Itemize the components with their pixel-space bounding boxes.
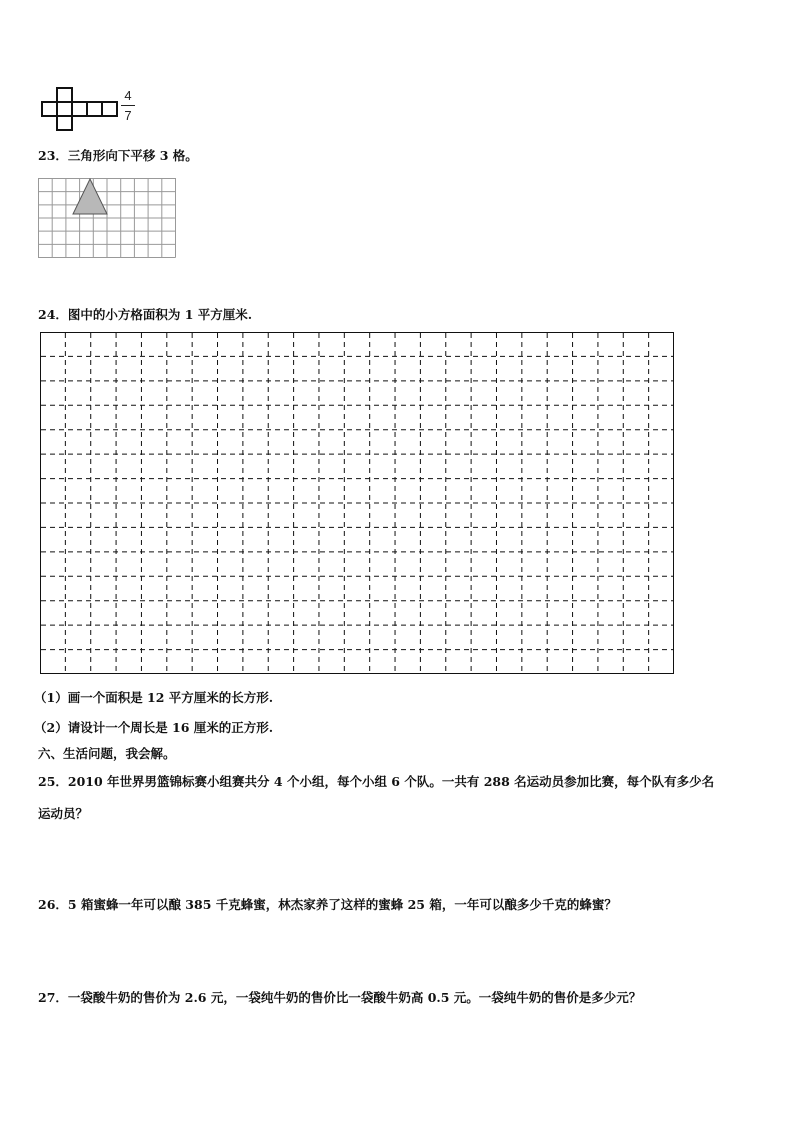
fraction-answer <box>121 88 135 123</box>
fraction-bar <box>121 105 135 106</box>
net-square-right-3 <box>102 102 117 116</box>
net-square-center <box>57 102 72 116</box>
cube-net-figure <box>40 86 120 132</box>
net-square-top <box>57 88 72 102</box>
question-25-line-1: 25．2010 年世界男篮锦标赛小组赛共分 4 个小组，每个小组 6 个队。一共有 288 名运动员参加比赛，每个队有多少名 <box>38 774 715 789</box>
triangle-shape <box>73 179 107 214</box>
translation-grid <box>38 178 176 258</box>
net-square-right-2 <box>87 102 102 116</box>
question-26: 26．5 箱蜜蜂一年可以酿 385 千克蜂蜜，林杰家养了这样的蜜蜂 25 箱，一年可以酿多少千克的蜂蜜？ <box>38 897 617 912</box>
fraction-numerator: 4 <box>124 88 132 103</box>
question-23: 23．三角形向下平移 3 格。 <box>38 148 198 163</box>
net-square-bottom <box>57 116 72 130</box>
section-6-title: 六、生活问题，我会解。 <box>38 746 176 761</box>
question-27: 27．一袋酸牛奶的售价为 2.6 元，一袋纯牛奶的售价比一袋酸牛奶高 0.5 元。一袋纯牛奶的售价是多少元？ <box>38 990 642 1005</box>
fraction-denominator: 7 <box>124 108 132 123</box>
net-square-left <box>42 102 57 116</box>
question-24-part-2: （2）请设计一个周长是 16 厘米的正方形. <box>34 720 274 735</box>
net-square-right-1 <box>72 102 87 116</box>
square-cm-grid <box>40 332 674 674</box>
question-24-part-1: （1）画一个面积是 12 平方厘米的长方形. <box>34 690 274 705</box>
question-25-line-2: 运动员？ <box>38 806 89 821</box>
question-24: 24．图中的小方格面积为 1 平方厘米. <box>38 307 253 322</box>
